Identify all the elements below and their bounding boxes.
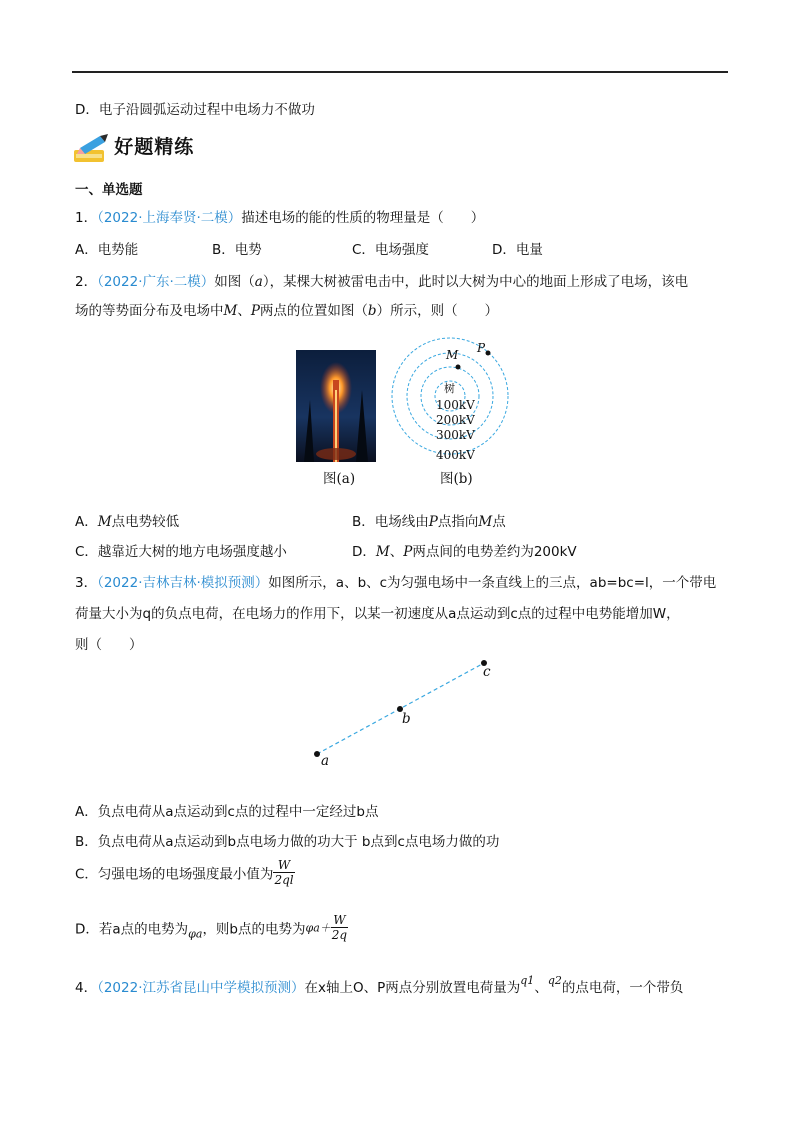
q4-sep: 、 [534,980,548,996]
q2-option-d [352,540,577,560]
point-a [314,751,320,757]
q2-text-2p: P [250,303,260,319]
q2-source: （2022·广东·二模） [97,274,215,290]
q2-text-2b: 两点的位置如图（ [259,303,368,319]
figure-b-caption: 图(b) [440,471,473,487]
q4-number: 4． [75,980,98,996]
q3-stem-line2: 荷量大小为q的负点电荷，在电场力的作用下，以某一初速度从a点运动到c点的过程中电势能增加W， [75,606,680,622]
q3-option-d [75,913,348,942]
prev-option-d: D．电子沿圆弧运动过程中电场力不做功 [75,102,315,118]
part-heading: 一、单选题 [75,182,143,198]
q2-opt-d-p: P [403,544,413,560]
q2-text-2bb: b [367,303,377,319]
q2-opt-b-p: P [428,514,438,530]
fig-b-label-p: P [477,341,486,355]
q4-text-post: 的点电荷，一个带负 [561,980,684,996]
point-p [486,351,491,356]
q3-opt-d-den: 2q [331,928,348,942]
pencil-book-icon [72,132,110,166]
q3-label-c: c [483,664,491,680]
q4-text: 在x轴上O、P两点分别放置电荷量为 [304,980,521,996]
fig-b-label-200kv: 200kV [436,413,475,427]
q2-opt-d-post: 两点间的电势差约为200kV [412,544,577,560]
q3-opt-c-fraction [273,858,294,887]
q2-opt-a-pre: A． [75,514,98,530]
q1-option-c: C．电场强度 [352,242,429,258]
q2-text-1c: ），某棵大树被雷电击中，此时以大树为中心的地面上形成了电场，该电 [262,274,689,290]
q2-number: 2． [75,274,98,290]
point-m [456,365,461,370]
q2-opt-b-m: M [478,514,493,530]
q4-source: （2022·江苏省昆山中学模拟预测） [97,980,305,996]
q3-opt-d-fraction [331,913,348,942]
q1-source: （2022·上海奉贤·二模） [97,210,242,226]
q3-opt-c-den: 2ql [274,873,294,887]
q3-stem-line1 [75,571,716,591]
q3-opt-d-pre: D．若a点的电势为 [75,921,189,938]
q2-stem-line1 [75,270,688,290]
q1-text: 描述电场的能的性质的物理量是（ ） [241,210,485,226]
q3-option-a: A．负点电荷从a点运动到c点的过程中一定经过b点 [75,804,379,820]
q2-option-c: C．越靠近大树的地方电场强度越小 [75,544,287,560]
q2-opt-b-pre: B．电场线由 [352,514,429,530]
q3-opt-d-mid: ，则b点的电势为 [202,921,306,938]
q2-stem-line2 [75,299,498,319]
q2-option-b [352,510,506,530]
q2-text-2sep: 、 [237,303,251,319]
figure-a-tree-photo [296,350,376,462]
q2-text-1a: 如图（ [214,274,255,290]
fig-b-label-tree: 树 [444,382,455,395]
q2-opt-d-sep: 、 [389,544,404,560]
q3-label-a: a [321,753,330,769]
fig-b-label-m: M [446,348,459,362]
q3-option-c [75,858,295,887]
q3-opt-d-num: W [331,913,348,928]
q3-option-b: B．负点电荷从a点运动到b点电场力做的功大于 b点到c点电场力做的功 [75,834,500,850]
q1-option-a: A．电势能 [75,242,139,258]
q3-figure [300,650,510,770]
q2-opt-b-mid: 点指向 [437,514,479,530]
q2-text-2c: ）所示，则（ ） [376,303,499,319]
q3-opt-d-phi: φa [188,927,203,941]
q1-number: 1． [75,210,98,226]
q3-text-1: 如图所示，a、b、c为匀强电场中一条直线上的三点，ab=bc=l，一个带电 [268,575,717,591]
q2-text-1b: a [254,274,263,290]
q4-q2: q2 [547,974,562,987]
q2-opt-b-post: 点 [492,514,506,530]
q4-q1: q1 [520,974,535,987]
q1-option-b: B．电势 [212,242,262,258]
fig-b-label-300kv: 300kV [436,428,475,442]
q4-stem [75,974,683,996]
q2-option-a [75,510,179,530]
q1-stem [75,206,484,226]
header-rule [72,71,728,73]
fig-b-label-400kv: 400kV [436,448,475,462]
q2-opt-a-m: M [97,514,112,530]
q2-text-2a: 场的等势面分布及电场中 [75,303,224,319]
q3-stem-line3: 则（ ） [75,637,143,653]
q3-label-b: b [402,711,411,727]
q2-text-2m: M [223,303,238,319]
q2-opt-d-pre: D． [352,544,376,560]
q3-opt-c-pre: C．匀强电场的电场强度最小值为 [75,866,274,883]
fig-b-label-100kv: 100kV [436,398,475,412]
q3-source: （2022·吉林吉林·模拟预测） [97,575,269,591]
figure-a-caption: 图(a) [323,471,356,487]
q2-opt-a-post: 点电势较低 [111,514,180,530]
q2-opt-d-m: M [375,544,390,560]
q3-opt-c-num: W [273,858,294,873]
section-banner [72,132,194,166]
q1-option-d: D．电量 [492,242,543,258]
section-banner-title: 好题精练 [114,136,195,158]
q3-number: 3． [75,575,98,591]
q3-opt-d-phi2: φa＋ [305,921,331,935]
